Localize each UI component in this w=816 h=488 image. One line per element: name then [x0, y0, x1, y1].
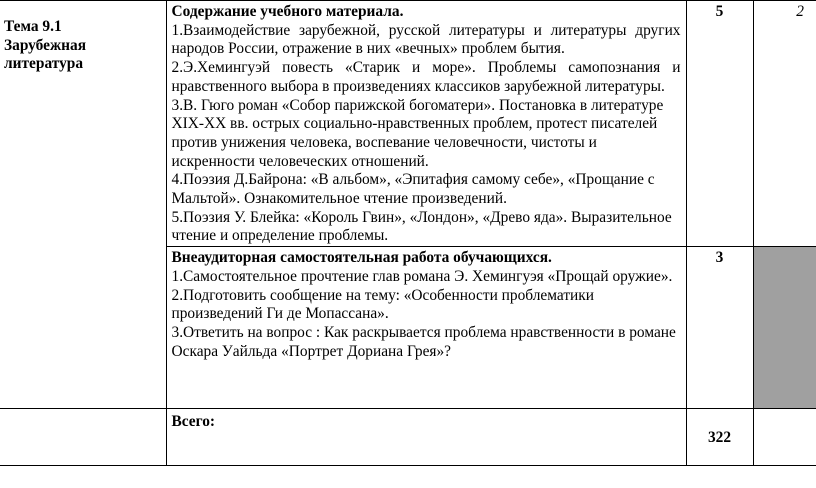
- table-row: [0, 409, 816, 466]
- content-cell: [166, 1, 686, 247]
- table-row: [0, 1, 816, 247]
- independent-work-item: 1.Самостоятельное прочтение глав романа Э. Хемингуэя «Прощай оружие».: [171, 267, 673, 285]
- topic-title: Зарубежная литература: [4, 36, 87, 73]
- empty-cell: [753, 409, 816, 466]
- content-item: 1.Взаимодействие зарубежной, русской литературы и литературы других народов России, отражение в них «вечных» проблем бытия.: [171, 21, 681, 58]
- topic-cell: [0, 1, 166, 409]
- content-level: 2: [753, 1, 816, 247]
- content-heading: Содержание учебного материала.: [171, 3, 404, 20]
- empty-cell: [0, 409, 166, 466]
- content-hours: 5: [686, 1, 753, 247]
- topic-number: Тема 9.1: [4, 18, 62, 35]
- independent-work-cell: [166, 247, 686, 409]
- independent-work-hours: 3: [686, 247, 753, 409]
- independent-work-heading: Внеаудиторная самостоятельная работа обучающихся.: [171, 249, 552, 267]
- content-item: 2.Э.Хемингуэй повесть «Старик и море». Проблемы самопознания и нравственного выбора в произведениях классиков зарубежной литературы.: [171, 59, 681, 95]
- shaded-cell: [753, 247, 816, 409]
- total-label: Всего:: [166, 409, 686, 466]
- content-item: 3.В. Гюго роман «Собор парижской богоматери». Постановка в литературе XIX-XX вв. острых социально-нравственных проблем, протест писателей против унижения человека, воспевание человечности, чистоты и искренности человеческих отношений.: [171, 96, 664, 170]
- content-item: 5.Поэзия У. Блейка: «Король Гвин», «Лондон», «Древо яда». Выразительное чтение и определение проблемы.: [171, 208, 672, 245]
- content-item: 4.Поэзия Д.Байрона: «В альбом», «Эпитафия самому себе», «Прощание с Мальтой». Ознакомительное чтение произведений.: [171, 171, 655, 208]
- total-value: 322: [686, 409, 753, 466]
- independent-work-item: 2.Подготовить сообщение на тему: «Особенности проблематики произведений Ги де Мопассана».: [171, 286, 595, 323]
- independent-work-item: 3.Ответить на вопрос : Как раскрывается проблема нравственности в романе Оскара Уайльда «Портрет Дориана Грея»?: [171, 323, 676, 360]
